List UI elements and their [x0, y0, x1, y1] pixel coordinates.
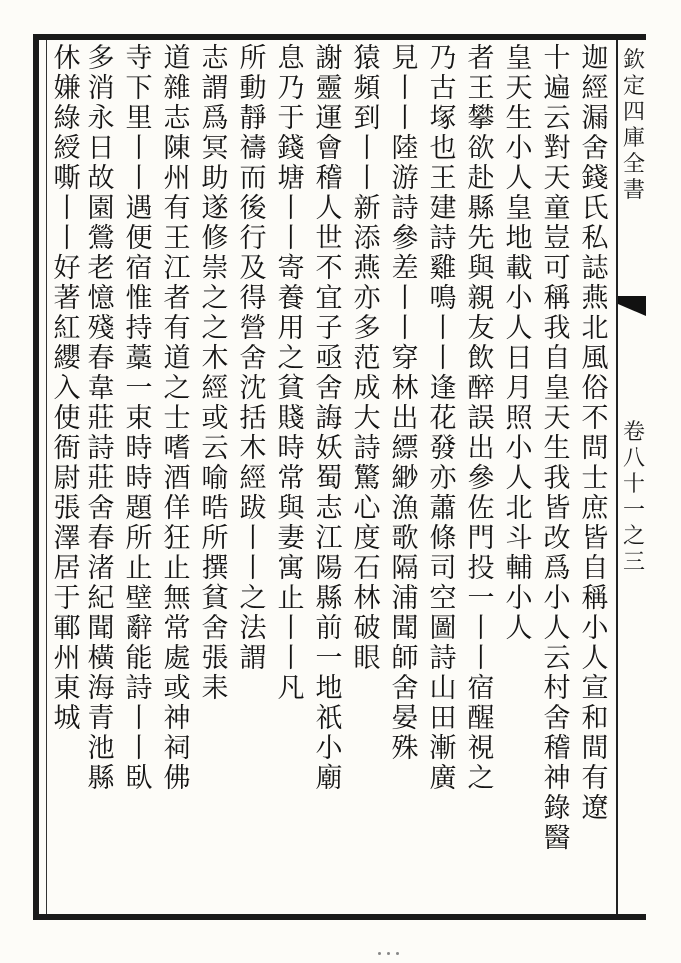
text-column: 寺下里丨丨遇便宿惟持藁一束時時題所止壁辭能詩丨丨臥 [125, 43, 153, 794]
banxin-juan-number: 卷八十一之三 [622, 420, 645, 575]
text-column: 者王攀欲赴縣先與親友飲醉誤出參佐門投一丨丨宿醒視之 [467, 43, 495, 794]
inner-border-line [46, 40, 47, 914]
text-column: 乃古塚也王建詩雞鳴丨丨逢花發亦蕭條司空圖詩山田漸廣 [429, 43, 457, 794]
fishtail-mark [618, 296, 646, 316]
text-column: 皇天生小人皇地載小人日月照小人北斗輔小人 [505, 43, 533, 644]
text-column: 見丨丨陸游詩參差丨丨穿林出縹緲漁歌隔浦聞師舍晏殊 [391, 43, 419, 764]
page-border-bottom [33, 914, 646, 920]
text-column: 休嫌綠綬嘶丨丨好著紅纓入使衙尉張澤居于鄆州東城 [53, 43, 81, 734]
text-column: 謝靈運會稽人世不宜子亟舍誨妖蜀志江陽縣前一地祇小廟 [315, 43, 343, 794]
text-column: 多消永日故園鶯老憶殘春韋莊詩莊舍春渚紀聞橫海青池縣 [87, 43, 115, 794]
text-column: 志謂爲冥助遂修崇之之木經或云喻晧所撰貧舍張耒 [201, 43, 229, 704]
text-column: 迦經漏舍錢氏私誌燕北風俗不問士庶皆自稱小人宣和間有遼 [581, 43, 609, 824]
page-border-top [33, 34, 646, 40]
ink-specks [378, 940, 414, 946]
text-column: 息乃于錢塘丨丨寄養用之貧賤時常與妻寓止丨丨凡 [277, 43, 305, 704]
page-border-left [33, 34, 39, 920]
center-fold-line [616, 40, 618, 914]
text-column: 十遍云對天童豈可稱我自皇天生我皆改爲小人云村舍稽神錄醫 [543, 43, 571, 854]
text-column: 所動靜禱而後行及得營舍沈括木經跋丨丨之法謂 [239, 43, 267, 674]
text-column: 道雜志陳州有王江者有道之士嗜酒佯狂止無常處或神祠佛 [163, 43, 191, 794]
text-column: 猿頻到丨丨新添燕亦多范成大詩驚心度石林破眼 [353, 43, 381, 674]
banxin-book-title: 欽定四庫全書 [622, 48, 645, 203]
